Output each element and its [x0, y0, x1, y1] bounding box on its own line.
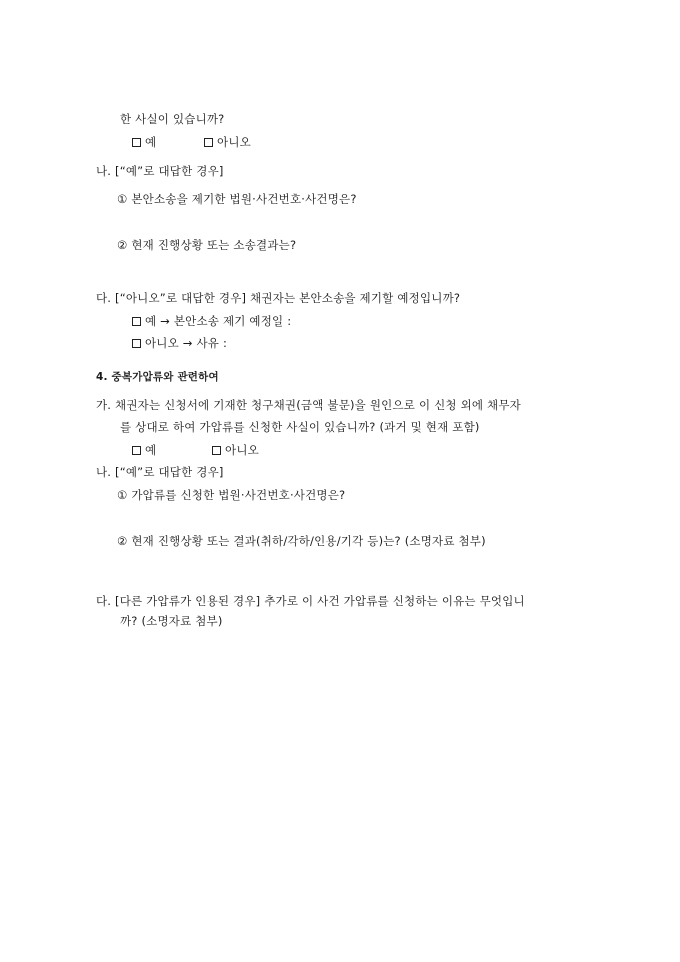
section-4-title: 4. 중복가압류와 관련하여: [96, 371, 219, 383]
s4-na-item-1: ① 가압류를 신청한 법원·사건번호·사건명은?: [117, 488, 346, 502]
na-item-2: ② 현재 진행상황 또는 소송결과는?: [117, 238, 297, 252]
checkbox-icon[interactable]: [132, 339, 141, 348]
s4-yes-no-options: [132, 442, 259, 458]
question-tail: 한 사실이 있습니까?: [120, 112, 225, 126]
checkbox-icon[interactable]: [132, 317, 141, 326]
subsection-da-heading: 다. [“아니오”로 대답한 경우] 채권자는 본안소송을 제기할 예정입니까?: [96, 291, 461, 305]
s4-na-item-2: ② 현재 진행상황 또는 결과(취하/각하/인용/기각 등)는? (소명자료 첨부): [117, 534, 486, 548]
subsection-na-heading: 나. [“예”로 대답한 경우]: [96, 164, 224, 178]
da-option-yes[interactable]: 예 → 본안소송 제기 예정일 :: [132, 313, 291, 329]
checkbox-icon[interactable]: [132, 138, 141, 147]
ga-question-line-1: 가. 채권자는 신청서에 기재한 청구채권(금액 불문)을 원인으로 이 신청 외에 채무자: [96, 398, 521, 412]
da-option-no[interactable]: 아니오 → 사유 :: [132, 335, 227, 351]
option-yes[interactable]: 예: [132, 442, 156, 458]
checkbox-icon[interactable]: [204, 138, 213, 147]
option-no[interactable]: 아니오: [204, 134, 251, 150]
checkbox-icon[interactable]: [132, 446, 141, 455]
option-no[interactable]: 아니오: [212, 442, 259, 458]
yes-no-options: [132, 134, 251, 150]
s4-da-line-2: 까? (소명자료 첨부): [120, 614, 223, 628]
option-yes[interactable]: 예: [132, 134, 156, 150]
s4-subsection-na-heading: 나. [“예”로 대답한 경우]: [96, 465, 224, 479]
na-item-1: ① 본안소송을 제기한 법원·사건번호·사건명은?: [117, 192, 357, 206]
s4-da-line-1: 다. [다른 가압류가 인용된 경우] 추가로 이 사건 가압류를 신청하는 이유는 무엇입니: [96, 594, 525, 608]
ga-question-line-2: 를 상대로 하여 가압류를 신청한 사실이 있습니까? (과거 및 현재 포함): [120, 420, 480, 434]
checkbox-icon[interactable]: [212, 446, 221, 455]
